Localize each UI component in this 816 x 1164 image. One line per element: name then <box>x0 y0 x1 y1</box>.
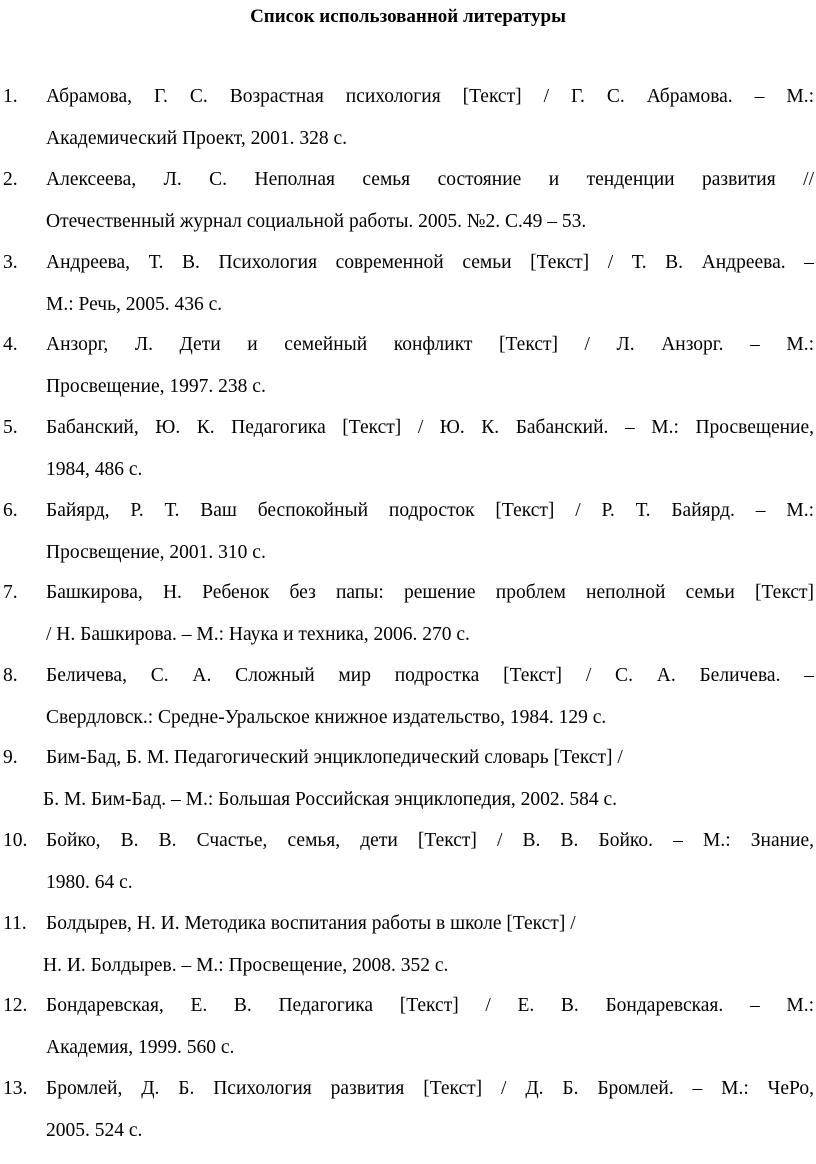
item-text-line1: Байярд, Р. Т. Ваш беспокойный подросток [Текст] / Р. Т. Байярд. – М.: <box>46 500 814 521</box>
item-text-line1: Бабанский, Ю. К. Педагогика [Текст] / Ю. К. Бабанский. – М.: Просвещение, <box>46 417 814 438</box>
item-text-line2: 1980. 64 с. <box>46 872 133 893</box>
item-number: 9. <box>3 747 18 768</box>
item-text-line2: 1984, 486 с. <box>46 459 143 480</box>
item-number: 5. <box>3 417 18 438</box>
item-text-line2: Академический Проект, 2001. 328 с. <box>46 128 347 149</box>
item-number: 11. <box>3 913 27 934</box>
item-number: 3. <box>3 252 18 273</box>
item-text-line2: 2005. 524 с. <box>46 1120 143 1141</box>
item-number: 12. <box>3 995 28 1016</box>
item-number: 7. <box>3 582 18 603</box>
page-title: Список использованной литературы <box>250 6 566 27</box>
item-text-line1: Алексеева, Л. С. Неполная семья состояние и тенденции развития // <box>46 169 814 190</box>
item-text-line2: Свердловск.: Средне-Уральское книжное издательство, 1984. 129 с. <box>46 707 607 728</box>
item-number: 8. <box>3 665 18 686</box>
item-text-line2: М.: Речь, 2005. 436 с. <box>46 294 223 315</box>
item-number: 2. <box>3 169 18 190</box>
item-number: 6. <box>3 500 18 521</box>
item-text-line2: Просвещение, 2001. 310 с. <box>46 542 266 563</box>
item-number: 4. <box>3 334 18 355</box>
item-text-line1: Беличева, С. А. Сложный мир подростка [Текст] / С. А. Беличева. – <box>46 665 814 686</box>
item-text-line2: Отечественный журнал социальной работы. 2005. №2. С.49 – 53. <box>46 211 587 232</box>
item-text-line2: Академия, 1999. 560 с. <box>46 1037 235 1058</box>
item-text-line2: Н. И. Болдырев. – М.: Просвещение, 2008. 352 с. <box>43 955 449 976</box>
item-text-line1: Анзорг, Л. Дети и семейный конфликт [Текст] / Л. Анзорг. – М.: <box>46 334 814 355</box>
item-text-line1: Абрамова, Г. С. Возрастная психология [Текст] / Г. С. Абрамова. – М.: <box>46 86 814 107</box>
item-text-line2: Б. М. Бим-Бад. – М.: Большая Российская энциклопедия, 2002. 584 с. <box>43 789 618 810</box>
item-number: 13. <box>3 1078 28 1099</box>
item-text-line1: Бим-Бад, Б. М. Педагогический энциклопедический словарь [Текст] / <box>46 747 623 768</box>
item-text-line2: Просвещение, 1997. 238 с. <box>46 376 266 397</box>
item-number: 10. <box>3 830 28 851</box>
item-text-line1: Бойко, В. В. Счастье, семья, дети [Текст] / В. В. Бойко. – М.: Знание, <box>46 830 814 851</box>
item-text-line2: / Н. Башкирова. – М.: Наука и техника, 2006. 270 с. <box>46 624 470 645</box>
item-text-line1: Башкирова, Н. Ребенок без папы: решение проблем неполной семьи [Текст] <box>46 582 814 603</box>
item-text-line1: Бондаревская, Е. В. Педагогика [Текст] / Е. В. Бондаревская. – М.: <box>46 995 814 1016</box>
item-text-line1: Болдырев, Н. И. Методика воспитания работы в школе [Текст] / <box>46 913 576 934</box>
item-number: 1. <box>3 86 18 107</box>
item-text-line1: Андреева, Т. В. Психология современной семьи [Текст] / Т. В. Андреева. – <box>46 252 814 273</box>
item-text-line1: Бромлей, Д. Б. Психология развития [Текст] / Д. Б. Бромлей. – М.: ЧеРо, <box>46 1078 814 1099</box>
